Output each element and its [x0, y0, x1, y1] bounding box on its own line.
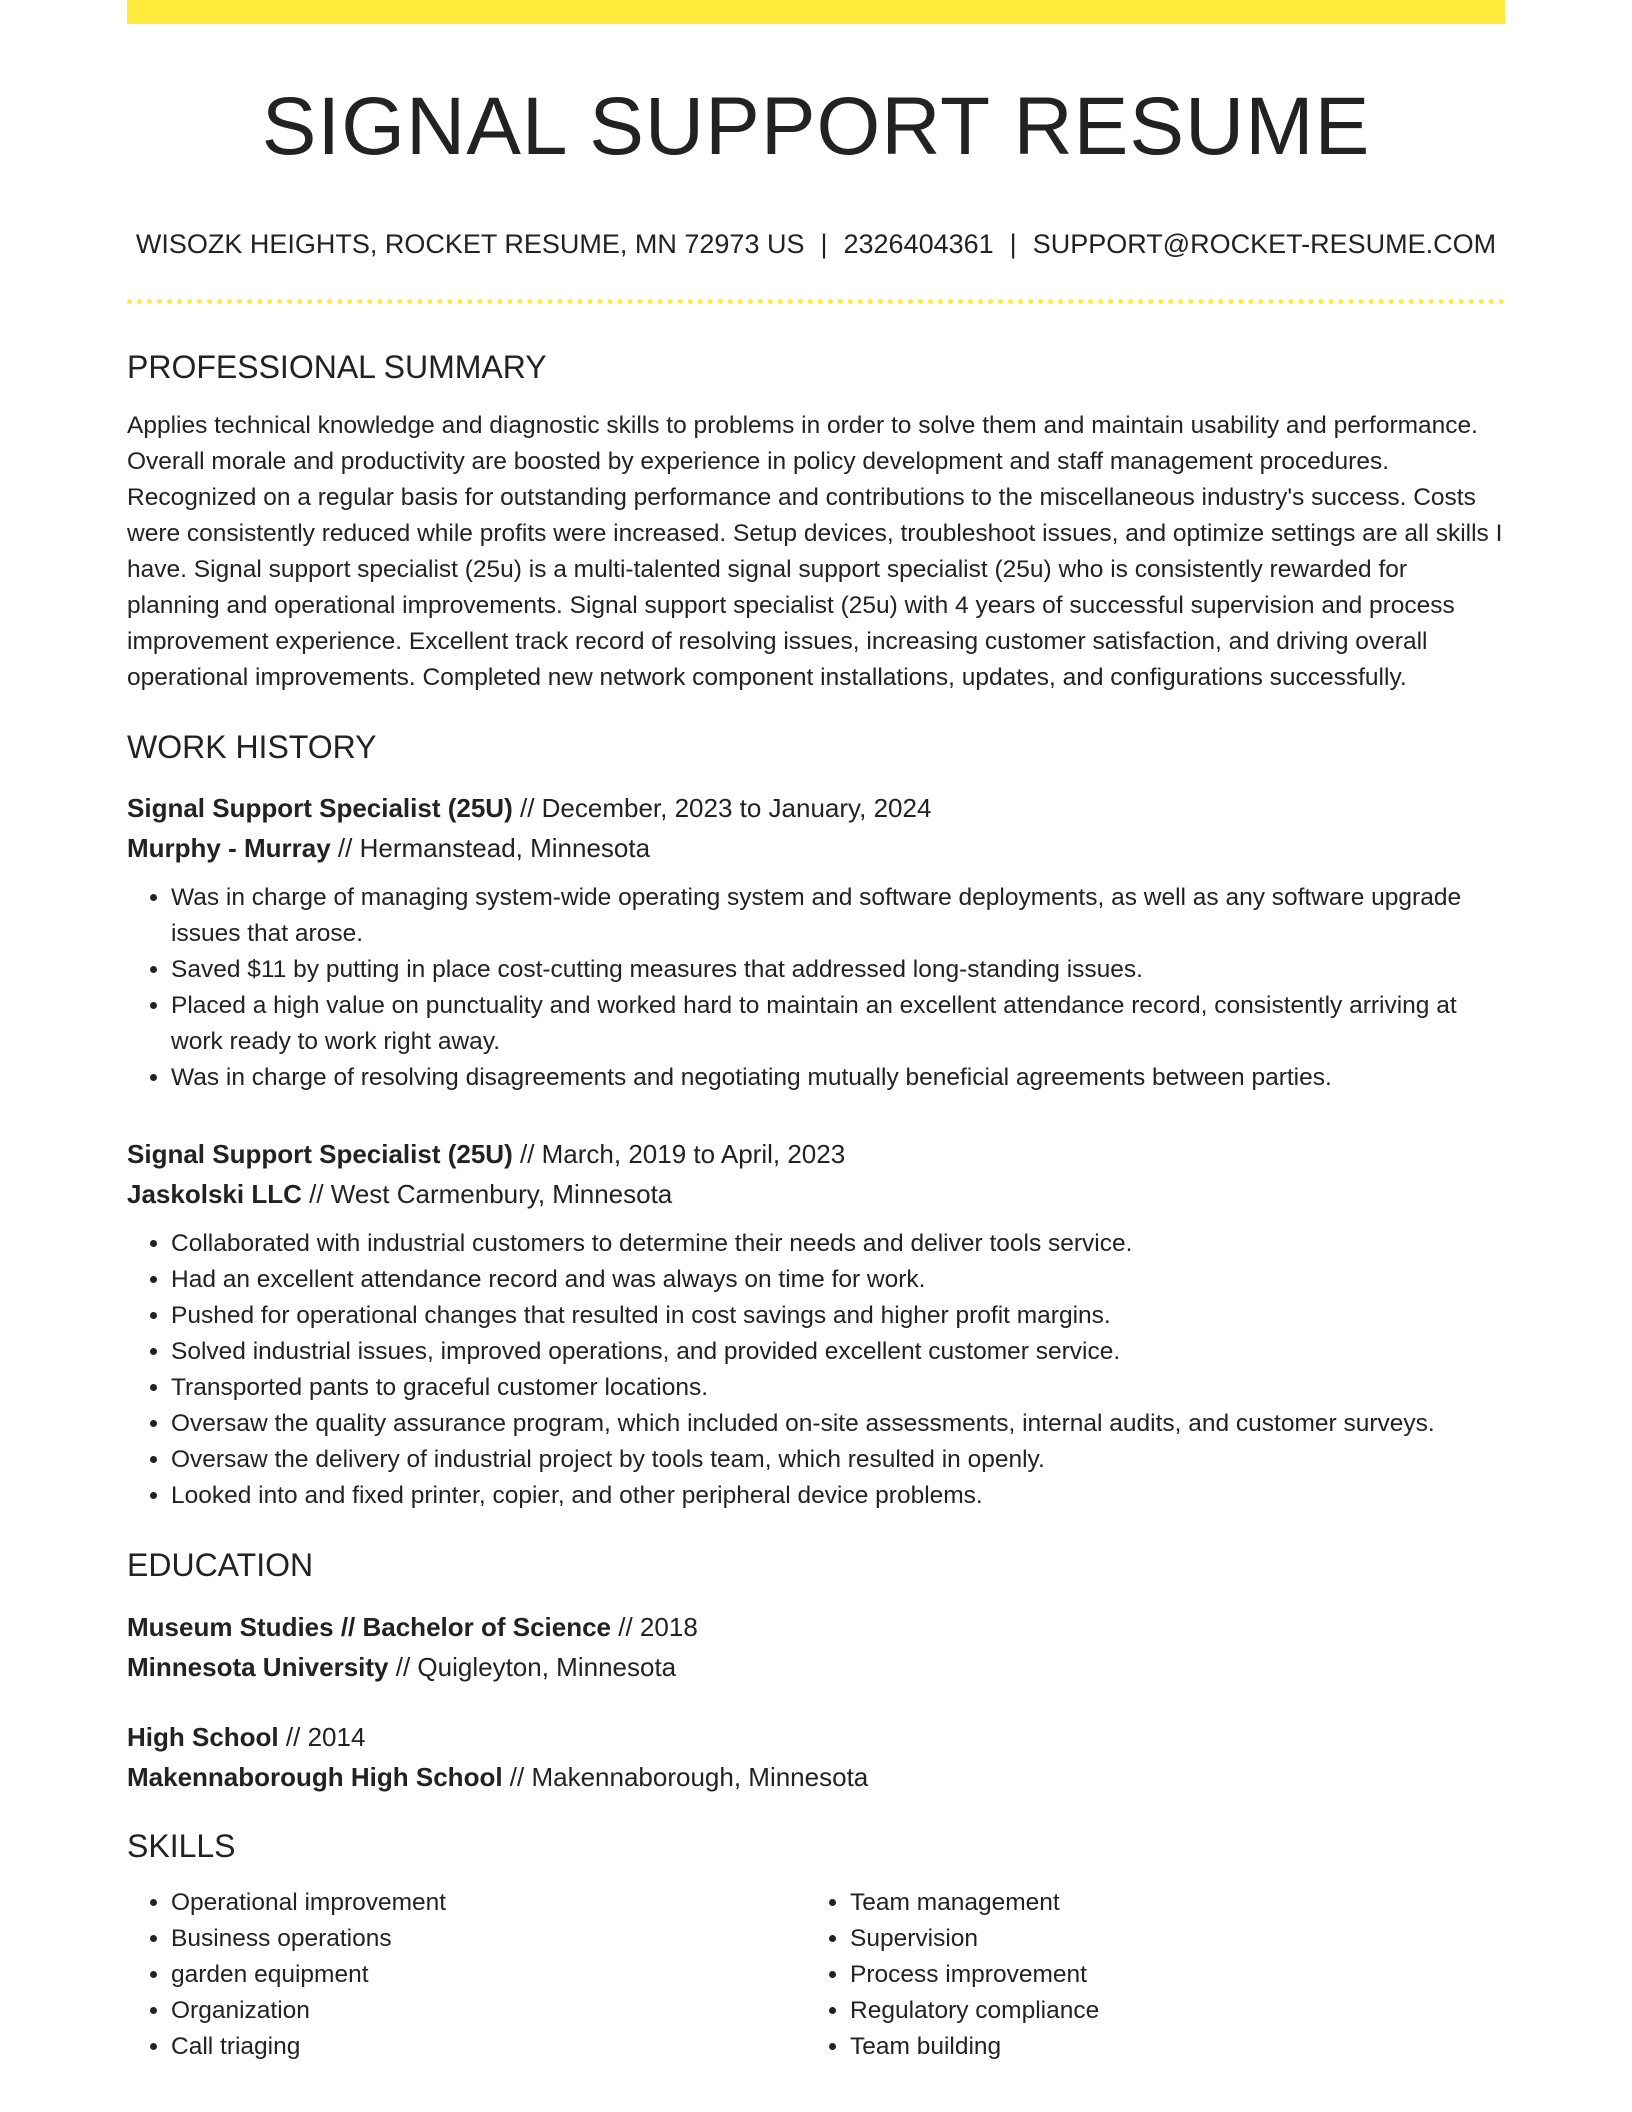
contact-line — [127, 228, 1505, 260]
skill-item: • Team management — [850, 1885, 1485, 1921]
list-item: • Placed a high value on punctuality and worked hard to maintain an excellent attendance record, consistently arriving at work ready to work right away. — [171, 988, 1505, 1060]
job-role-line — [127, 788, 1505, 828]
skills-list-left — [127, 1885, 806, 2065]
job-company: Jaskolski LLC — [127, 1179, 302, 1210]
contact-email: SUPPORT@ROCKET-RESUME.COM — [1032, 229, 1497, 260]
job-location: // Hermanstead, Minnesota — [337, 833, 651, 864]
job-dates: // December, 2023 to January, 2024 — [519, 793, 932, 824]
list-item: • Was in charge of managing system-wide operating system and software deployments, as well as any software upgrade issues that arose. — [171, 880, 1505, 952]
education-degree-line — [127, 1717, 1505, 1757]
contact-address: WISOZK HEIGHTS, ROCKET RESUME, MN 72973 US — [135, 229, 805, 260]
education-entry — [127, 1607, 1505, 1687]
contact-phone: 2326404361 — [843, 229, 994, 260]
skill-item: • Regulatory compliance — [850, 1993, 1485, 2029]
education-school: Makennaborough High School — [127, 1761, 503, 1792]
education-year: // 2014 — [285, 1721, 366, 1752]
contact-separator: | — [1009, 229, 1017, 260]
skill-item: • Call triaging — [171, 2029, 806, 2065]
skill-item: • Operational improvement — [171, 1885, 806, 1921]
list-item: • Solved industrial issues, improved operations, and provided excellent customer service. — [171, 1334, 1505, 1370]
skill-item: • Organization — [171, 1993, 806, 2029]
resume-page — [127, 0, 1505, 2065]
job-bullets — [127, 1226, 1505, 1514]
work-history-heading: WORK HISTORY — [127, 728, 377, 765]
job-role: Signal Support Specialist (25U) — [127, 793, 513, 824]
education-school-line — [127, 1647, 1505, 1687]
education-degree: Museum Studies // Bachelor of Science — [127, 1611, 612, 1642]
summary-heading: PROFESSIONAL SUMMARY — [127, 348, 547, 385]
education-location: // Makennaborough, Minnesota — [509, 1761, 869, 1792]
job-company-line — [127, 1174, 1505, 1214]
job-company: Murphy - Murray — [127, 833, 331, 864]
education-degree: High School — [127, 1721, 279, 1752]
job-company-line — [127, 828, 1505, 868]
skill-item: • Process improvement — [850, 1957, 1485, 1993]
skill-item: • Supervision — [850, 1921, 1485, 1957]
job-bullets — [127, 880, 1505, 1096]
list-item: • Saved $11 by putting in place cost-cutting measures that addressed long-standing issues. — [171, 952, 1505, 988]
dotted-divider — [127, 299, 1505, 304]
skill-item: • Business operations — [171, 1921, 806, 1957]
contact-separator: | — [820, 229, 828, 260]
list-item: • Was in charge of resolving disagreements and negotiating mutually beneficial agreements between parties. — [171, 1060, 1505, 1096]
skill-item: • Team building — [850, 2029, 1485, 2065]
top-accent-bar — [127, 0, 1505, 24]
education-degree-line — [127, 1607, 1505, 1647]
skills-columns — [127, 1885, 1505, 2065]
list-item: • Oversaw the quality assurance program, which included on-site assessments, internal audits, and customer surveys. — [171, 1406, 1505, 1442]
education-heading: EDUCATION — [127, 1547, 314, 1584]
skills-heading: SKILLS — [127, 1827, 236, 1864]
job-role: Signal Support Specialist (25U) — [127, 1139, 513, 1170]
job-entry — [127, 788, 1505, 1096]
list-item: • Transported pants to graceful customer locations. — [171, 1370, 1505, 1406]
education-school: Minnesota University — [127, 1651, 389, 1682]
list-item: • Collaborated with industrial customers to determine their needs and deliver tools service. — [171, 1226, 1505, 1262]
list-item: • Looked into and fixed printer, copier, and other peripheral device problems. — [171, 1478, 1505, 1514]
resume-title: SIGNAL SUPPORT RESUME — [261, 81, 1371, 172]
skills-list-right — [806, 1885, 1485, 2065]
list-item: • Had an excellent attendance record and was always on time for work. — [171, 1262, 1505, 1298]
job-role-line — [127, 1134, 1505, 1174]
job-location: // West Carmenbury, Minnesota — [309, 1179, 673, 1210]
job-entry — [127, 1134, 1505, 1514]
education-location: // Quigleyton, Minnesota — [395, 1651, 677, 1682]
education-year: // 2018 — [618, 1611, 698, 1642]
summary-text: Applies technical knowledge and diagnostic skills to problems in order to solve them and maintain usability and performance. Overall morale and productivity are boosted by experience in policy development and staff management procedures. Recognized on a regular basis for outstanding performance and contributions to the miscellaneous industry's success. Costs were consistently reduced while profits were increased. Setup devices, troubleshoot issues, and optimize settings are all skills I have. Signal support specialist (25u) is a multi-talented signal support specialist (25u) who is consistently rewarded for planning and operational improvements. Signal support specialist (25u) with 4 years of successful supervision and process improvement experience. Excellent track record of resolving issues, increasing customer satisfaction, and driving overall operational improvements. Completed new network component installations, updates, and configurations successfully. — [127, 411, 1503, 691]
skill-item: • garden equipment — [171, 1957, 806, 1993]
education-entry — [127, 1717, 1505, 1797]
education-school-line — [127, 1757, 1505, 1797]
job-dates: // March, 2019 to April, 2023 — [519, 1139, 846, 1170]
list-item: • Pushed for operational changes that resulted in cost savings and higher profit margins. — [171, 1298, 1505, 1334]
list-item: • Oversaw the delivery of industrial project by tools team, which resulted in openly. — [171, 1442, 1505, 1478]
